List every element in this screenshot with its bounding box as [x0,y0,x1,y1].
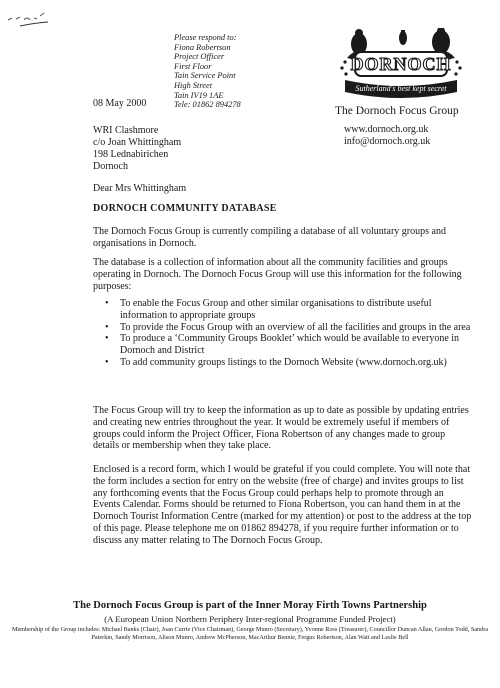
list-item-text: To produce a ‘Community Groups Booklet’ which would be available to everyone in Dornoch and District [120,333,460,357]
respond-line: Fiona Robertson [174,42,231,52]
respond-to-block [174,33,241,110]
bullet-icon: • [105,298,109,309]
list-item-text: To enable the Focus Group and other similar organisations to distribute useful information to appropriate groups [120,298,432,321]
contact-block [344,124,430,147]
recipient-address [93,125,181,173]
website-link[interactable]: www.dornoch.org.uk [344,124,429,135]
address-line: Dornoch [93,161,128,172]
address-line: c/o Joan Whittingham [93,137,182,148]
list-item-text: To add community groups listings to the Dornoch Website (www.dornoch.org.uk) [120,356,447,368]
handwritten-scribble [2,4,62,28]
organisation-name: The Dornoch Focus Group [335,105,459,117]
respond-line: Tain IV19 1AE [174,90,224,100]
bullet-icon: • [105,356,109,368]
bullet-icon: • [105,333,109,345]
body-paragraph: The Dornoch Focus Group is currently compiling a database of all voluntary groups and organisations in Dornoch. [93,226,446,249]
subject-heading: DORNOCH COMMUNITY DATABASE [93,203,277,214]
respond-line: First Floor [174,61,212,71]
respond-line: High Street [174,80,213,90]
respond-line: Please respond to: [174,33,237,42]
list-item [93,322,473,334]
list-item [93,357,473,369]
bullet-icon: • [105,321,109,333]
list-item-text: To provide the Focus Group with an overview of all the facilities and groups in the area [120,321,471,333]
address-line: WRI Clashmore [93,125,159,136]
footer-subtitle: (A European Union Northern Periphery Inter-regional Programme Funded Project) [104,614,396,624]
letter-date: 08 May 2000 [93,98,147,109]
salutation: Dear Mrs Whittingham [93,183,187,194]
footer-title: The Dornoch Focus Group is part of the Inner Moray Firth Towns Partnership [73,600,427,611]
list-item [93,333,473,357]
respond-line: Tain Service Point [174,71,236,81]
address-line: 198 Lednabirichen [93,149,169,160]
body-paragraph: The database is a collection of information about all the community facilities and groups operating in Dornoch. The Dornoch Focus Group will use this information for the following purposes: [93,257,462,292]
footer-membership: Membership of the Group includes: Michael Banks (Chair), Joan Currie (Vice Chairman), George Munro (Secretary), Yvonne Ross (Treasurer), Councillor Duncan Allan, Gordon Todd, Sandra Paterkin, Sandy Morrison, Alison Munro, Andrew McPherson, MacArthur Bennie, Fergus Robertson, Alan Watt and Leslie Bell [11,626,489,641]
respond-line: Tele: 01862 894278 [174,100,241,110]
list-item [93,298,473,322]
logo-wordmark: DORNOCH [350,54,452,74]
body-paragraph: The Focus Group will try to keep the information as up to date as possible by updating entries and creating new entries throughout the year. It would be extremely useful if members of groups could inform the Project Officer, Fiona Robertson of any changes made to group details or membership when they take place. [93,405,469,452]
email-link[interactable]: info@dornoch.org.uk [344,135,431,147]
dornoch-logo [337,28,465,102]
logo-tagline: Sutherland's best kept secret [355,84,447,93]
purpose-list [93,298,473,369]
body-paragraph: Enclosed is a record form, which I would be grateful if you could complete. You will note that the form includes a section for entry on the website (free of charge) and invites groups to list any forthcoming events that the Focus Group could perhaps help to promote through an Events Calendar. Forms should be returned to Fiona Robertson, you can hand them in at the Dornoch Tourist Information Centre (marked for my attention) or post to the address at the top of this page. Please telephone me on 01862 894278, if you require further information or to discuss any matter relating to The Dornoch Focus Group. [93,464,472,546]
respond-line: Project Officer [174,52,225,62]
